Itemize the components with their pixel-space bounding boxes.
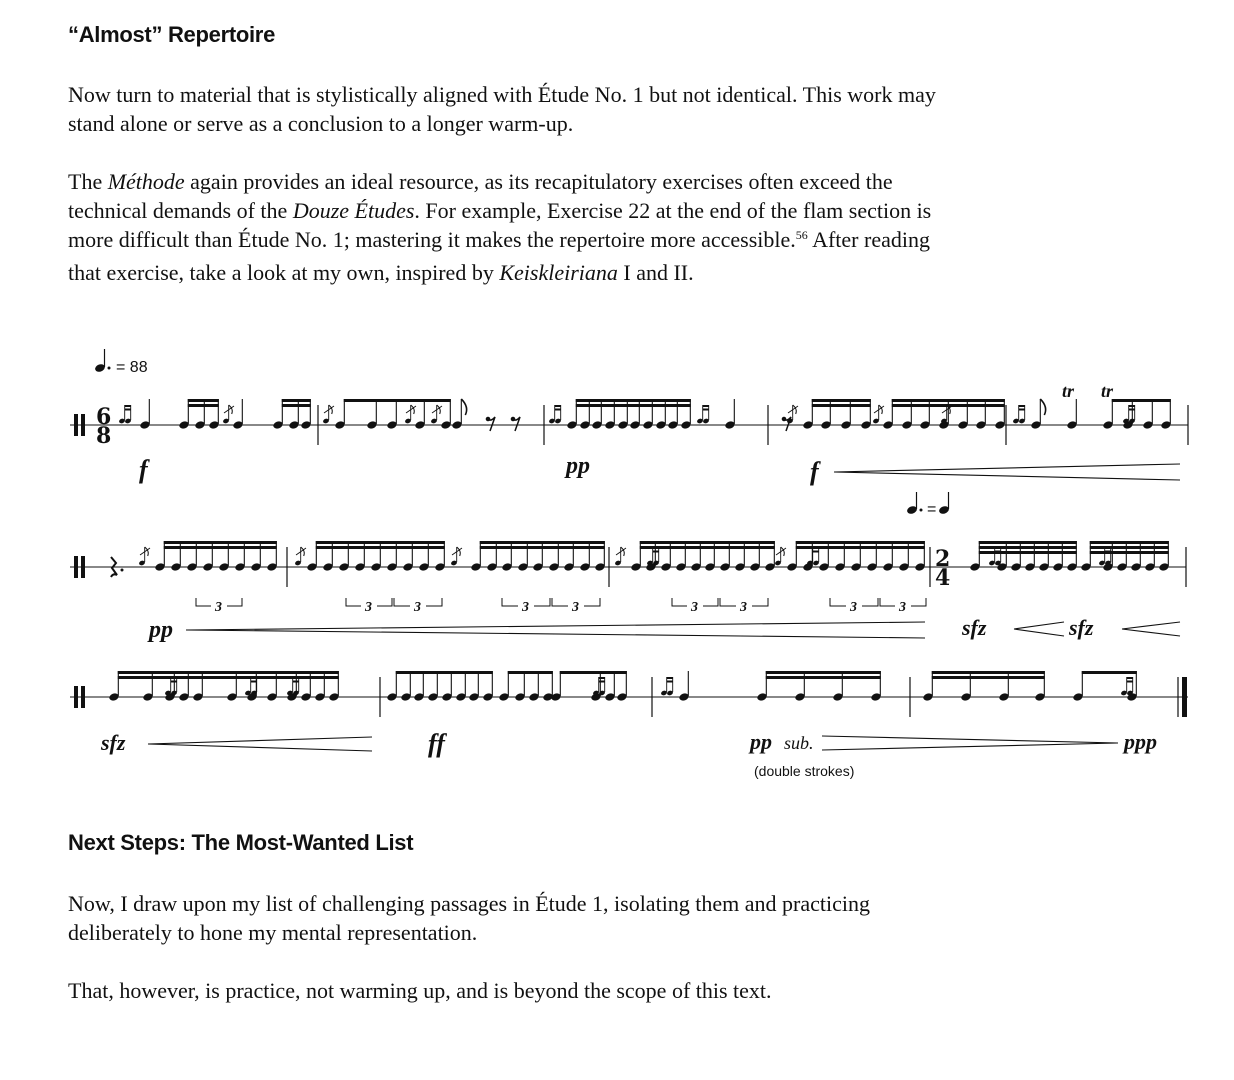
- note-beam: [979, 546, 1077, 549]
- note-beam: [932, 671, 1045, 674]
- grace-beam: [171, 677, 178, 679]
- grace-beam: [599, 677, 606, 679]
- grace-beam: [667, 677, 674, 679]
- dynamic-sforzando: sfz: [101, 730, 126, 755]
- note-beam: [188, 399, 219, 402]
- note-beam: [576, 399, 691, 402]
- triplet-number: 3: [850, 600, 857, 615]
- grace-beam: [703, 409, 710, 411]
- dotted-quarter-note-icon: [94, 349, 110, 373]
- title-douze-etudes: Douze Études: [292, 198, 415, 223]
- grace-beam: [599, 681, 606, 683]
- note-beam: [812, 404, 871, 407]
- time-signature-top: 6: [96, 404, 112, 430]
- note-beam: [118, 671, 339, 674]
- grace-beam: [1127, 681, 1134, 683]
- note-beam: [560, 671, 627, 674]
- rest-icon: [782, 417, 791, 431]
- dynamic-pianissimo: pp: [566, 453, 590, 479]
- note-beam: [396, 671, 493, 674]
- grace-beam: [813, 551, 820, 553]
- note-beam: [796, 541, 925, 544]
- grace-beam: [1019, 405, 1026, 407]
- crescendo-hairpin: [186, 622, 925, 638]
- footnote-ref[interactable]: 56: [795, 228, 808, 242]
- triplet-brackets: [196, 598, 926, 615]
- rest-icon: [511, 417, 520, 431]
- triplet-number: 3: [691, 600, 698, 615]
- note-beam: [164, 546, 277, 549]
- grace-beam: [125, 409, 132, 411]
- triplet-number: 3: [365, 600, 372, 615]
- dynamic-sforzando: sfz: [962, 615, 987, 640]
- paragraph-text: I and II.: [617, 260, 694, 285]
- grace-beam: [555, 405, 562, 407]
- note-beam: [766, 676, 881, 679]
- grace-beam: [1019, 409, 1026, 411]
- paragraph-conclusion: That, however, is practice, not warming up, and is beyond the scope of this text.: [68, 978, 772, 1003]
- grace-beam: [251, 677, 258, 679]
- note-beam: [282, 404, 311, 407]
- note-beam: [1090, 541, 1169, 544]
- triplet-number: 3: [215, 600, 222, 615]
- dynamic-subito: sub.: [784, 733, 814, 753]
- triplet-number: 3: [522, 600, 529, 615]
- paragraph-intro: Now turn to material that is stylistically aligned with Étude No. 1 but not identical. This work may stand alone or serve as a conclusion to a longer warm-up.: [68, 82, 936, 136]
- note-beam: [508, 671, 553, 674]
- note-flag: [1040, 399, 1045, 415]
- final-barline: [1182, 677, 1187, 717]
- grace-beam: [1129, 409, 1136, 411]
- note-beam: [576, 404, 691, 407]
- grace-beam: [293, 677, 300, 679]
- note-beam: [766, 671, 881, 674]
- paragraph-text: After reading that exercise, take a look at my own, inspired by: [68, 227, 930, 285]
- time-signature-top: 2: [935, 546, 951, 572]
- triplet-number: 3: [740, 600, 747, 615]
- grace-beam: [125, 405, 132, 407]
- triplet-number: 3: [414, 600, 421, 615]
- note-beam: [316, 546, 445, 549]
- grace-beam: [555, 409, 562, 411]
- grace-beam: [703, 405, 710, 407]
- section-heading-next-steps: Next Steps: The Most-Wanted List: [68, 830, 414, 855]
- dynamic-pianissimo: pp: [750, 729, 772, 754]
- paragraph-most-wanted: Now, I draw upon my list of challenging passages in Étude 1, isolating them and practicing deliberately to hone my mental representation.: [68, 891, 871, 945]
- note-beam: [979, 551, 1077, 554]
- note-beam: [892, 399, 1005, 402]
- grace-beam: [1129, 405, 1136, 407]
- note-flag: [461, 399, 466, 415]
- trill-marking: tr: [1062, 381, 1075, 401]
- note-beam: [979, 541, 1077, 544]
- time-signature-bottom: 4: [935, 565, 951, 591]
- paragraph-text: The: [68, 169, 108, 194]
- dynamic-sforzando: sfz: [1069, 615, 1094, 640]
- grace-beam: [667, 681, 674, 683]
- title-methode: Méthode: [107, 169, 185, 194]
- trill-marking: tr: [1101, 381, 1114, 401]
- note-beam: [1112, 399, 1171, 402]
- dynamic-pianississimo: ppp: [1124, 729, 1157, 754]
- note-beam: [164, 541, 277, 544]
- note-beam: [1090, 546, 1169, 549]
- grace-beam: [293, 681, 300, 683]
- triplet-number: 3: [899, 600, 906, 615]
- note-beam: [344, 399, 451, 402]
- double-strokes-annotation: (double strokes): [754, 763, 855, 779]
- crescendo-hairpin: [1014, 622, 1064, 636]
- grace-beam: [251, 681, 258, 683]
- grace-beam: [1127, 677, 1134, 679]
- paragraph-text: again provides an ideal resource, as its recapitulatory exercises often exceed the technical demands of the: [68, 169, 893, 223]
- note-beam: [640, 546, 775, 549]
- grace-beam: [171, 681, 178, 683]
- paragraph-text: . For example, Exercise 22 at the end of the flam section is more difficult than Étude No. 1; mastering it makes the repertoire more accessible.: [68, 198, 932, 252]
- note-beam: [812, 399, 871, 402]
- note-beam: [640, 541, 775, 544]
- crescendo-hairpin: [834, 464, 1180, 480]
- tempo-change-marking: [906, 492, 950, 518]
- dynamic-forte: f: [139, 455, 148, 484]
- note-beam: [480, 541, 605, 544]
- tempo-marking: [94, 349, 148, 376]
- decrescendo-hairpin: [822, 736, 1118, 750]
- time-signature-bottom: 8: [96, 423, 112, 449]
- note-beam: [1082, 671, 1137, 674]
- dynamic-forte: f: [810, 457, 819, 486]
- crescendo-hairpin: [148, 737, 372, 751]
- note-beam: [796, 546, 925, 549]
- note-beam: [316, 541, 445, 544]
- triplet-number: 3: [572, 600, 579, 615]
- crescendo-hairpin: [1122, 622, 1180, 636]
- tempo-value: = 88: [116, 359, 148, 376]
- note-beam: [118, 676, 339, 679]
- note-beam: [188, 404, 219, 407]
- note-beam: [932, 676, 1045, 679]
- tempo-change-equals: =: [927, 501, 937, 518]
- dynamic-fortissimo: ff: [428, 729, 445, 758]
- note-beam: [1090, 551, 1169, 554]
- title-keiskleiriana: Keiskleiriana: [499, 260, 618, 285]
- section-heading-almost-repertoire: “Almost” Repertoire: [68, 22, 276, 47]
- rest-icon: [486, 417, 495, 431]
- dynamic-pianissimo: pp: [149, 617, 173, 643]
- barlines: [287, 405, 1188, 717]
- note-beam: [282, 399, 311, 402]
- note-beam: [480, 546, 605, 549]
